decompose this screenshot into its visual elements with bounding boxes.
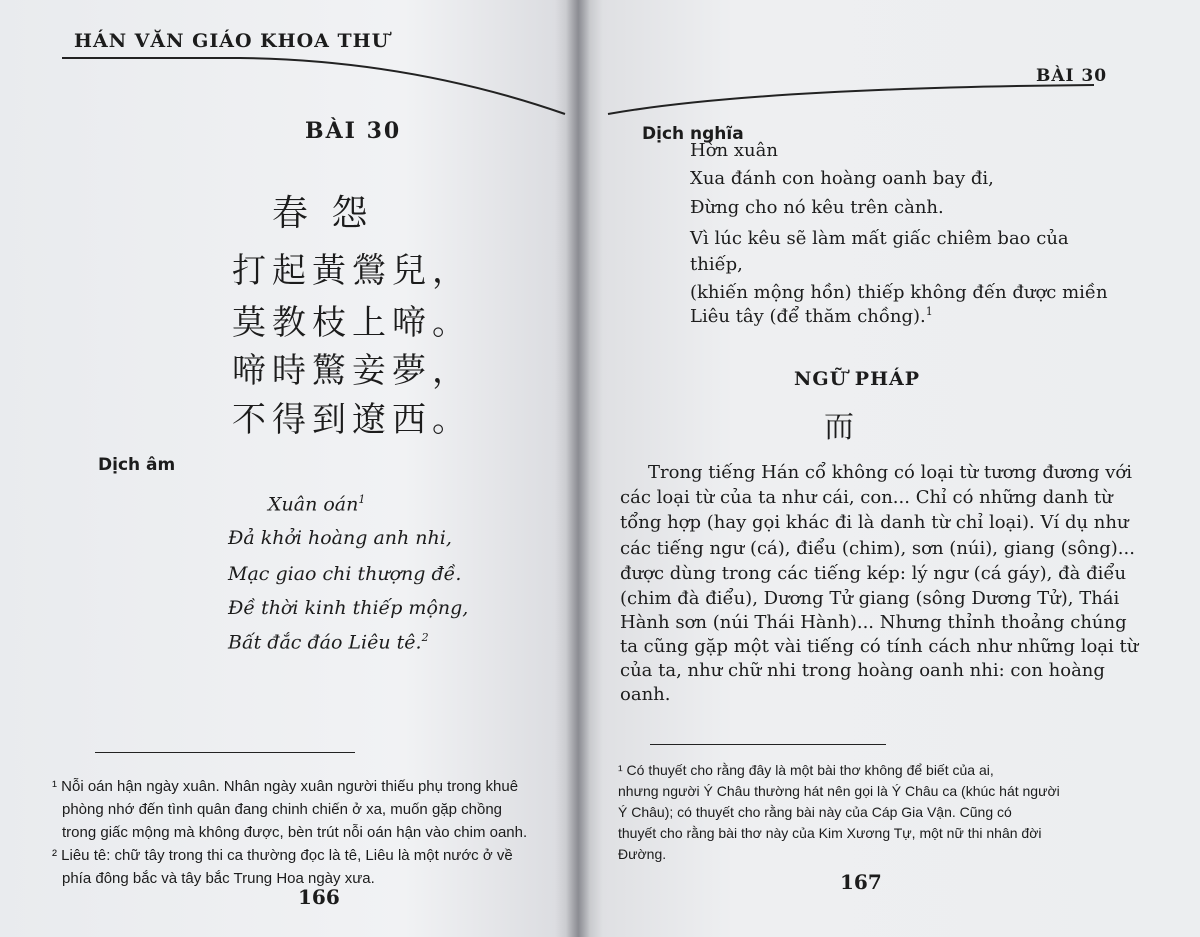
dich-nghia-line: Đừng cho nó kêu trên cành. xyxy=(690,197,944,218)
poem-cjk-line: 莫教枝上啼。 xyxy=(232,303,472,343)
dich-am-line: Mạc giao chi thượng đề. xyxy=(228,563,462,585)
footnote-line: ² Liêu tê: chữ tây trong thi ca thường đọc là tê, Liêu là một nước ở về xyxy=(52,847,513,864)
right-page xyxy=(578,0,1200,937)
grammar-paragraph-line: oanh. xyxy=(620,684,671,705)
dich-nghia-line: Liêu tây (để thăm chồng).$^1$ xyxy=(690,305,933,327)
footnote-line: Ý Châu); có thuyết cho rằng bài này của Cáp Gia Vận. Cũng có xyxy=(618,804,1012,820)
page-number-left: 166 xyxy=(298,885,340,909)
grammar-title: NGỮ PHÁP xyxy=(794,368,921,390)
poem-cjk-title: 春 怨 xyxy=(272,193,374,234)
header-rule-left xyxy=(60,52,570,122)
dich-nghia-line: Vì lúc kêu sẽ làm mất giấc chiêm bao của xyxy=(690,228,1069,249)
grammar-paragraph-line: được dùng trong các tiếng kép: lý ngư (cá gáy), đà điểu xyxy=(620,563,1127,584)
grammar-paragraph-line: của ta, như chữ nhi trong hoàng oanh nhi: con hoàng xyxy=(620,660,1105,681)
grammar-paragraph-line: Trong tiếng Hán cổ không có loại từ tương đương với xyxy=(648,462,1132,483)
poem-cjk-line: 啼時驚妾夢， xyxy=(232,351,472,391)
running-head-left: HÁN VĂN GIÁO KHOA THƯ xyxy=(74,30,390,52)
grammar-paragraph-line: Hành sơn (núi Thái Hành)... Nhưng thỉnh thoảng chúng xyxy=(620,612,1127,633)
footnote-line: trong giấc mộng mà không được, bèn trút nỗi oán hận vào chim oanh. xyxy=(62,824,528,841)
book-gutter xyxy=(566,0,590,937)
left-page xyxy=(0,0,578,937)
grammar-paragraph-line: các loại từ của ta như cái, con... Chỉ có những danh từ xyxy=(620,487,1113,508)
grammar-paragraph-line: tổng hợp (hay gọi khác đi là danh từ chỉ loại). Ví dụ như xyxy=(620,512,1129,533)
dich-nghia-line: Hờn xuân xyxy=(690,140,778,161)
dich-am-line: Đề thời kinh thiếp mộng, xyxy=(228,597,469,619)
dich-nghia-line: Xua đánh con hoàng oanh bay đi, xyxy=(690,168,994,189)
poem-cjk-line: 不得到遼西。 xyxy=(232,400,472,440)
grammar-paragraph-line: (chim đà điểu), Dương Tử giang (sông Dương Tử), Thái xyxy=(620,588,1120,609)
poem-cjk-line: 打起黃鶯兒， xyxy=(232,251,472,291)
grammar-character: 而 xyxy=(824,410,854,445)
dich-nghia-line: (khiến mộng hồn) thiếp không đến được miền xyxy=(690,282,1108,303)
footnote-line: ¹ Có thuyết cho rằng đây là một bài thơ không để biết của ai, xyxy=(618,762,994,778)
footnote-line: ¹ Nỗi oán hận ngày xuân. Nhân ngày xuân người thiếu phụ trong khuê xyxy=(52,778,519,795)
dich-nghia-line: thiếp, xyxy=(690,254,743,275)
grammar-paragraph-line: ta cũng gặp một vài tiếng có tính cách như những loại từ xyxy=(620,636,1139,657)
dich-nghia-label: Dịch nghĩa xyxy=(642,124,744,144)
footnote-line: nhưng người Ý Châu thường hát nên gọi là Ý Châu ca (khúc hát người xyxy=(618,783,1060,799)
dich-am-label: Dịch âm xyxy=(98,455,176,475)
dich-am-line: Đả khởi hoàng anh nhi, xyxy=(228,527,452,549)
footnote-rule-right xyxy=(650,744,886,745)
page-number-right: 167 xyxy=(840,870,882,894)
footnote-line: phòng nhớ đến tình quân đang chinh chiến ở xa, muốn gặp chồng xyxy=(62,801,503,818)
footnote-line: thuyết cho rằng bài thơ này của Kim Xương Tự, một nữ thi nhân đời xyxy=(618,825,1042,841)
footnote-rule-left xyxy=(95,752,355,753)
grammar-paragraph-line: các tiếng ngư (cá), điểu (chim), sơn (núi), giang (sông)... xyxy=(620,538,1135,559)
lesson-title: BÀI 30 xyxy=(305,118,402,144)
dich-am-title: Xuân oán$^1$ xyxy=(268,493,366,516)
dich-am-line: Bất đắc đáo Liêu tê.$^2$ xyxy=(228,631,429,654)
footnote-line: phía đông bắc và tây bắc Trung Hoa ngày xưa. xyxy=(62,870,375,887)
footnote-line: Đường. xyxy=(618,846,667,862)
running-head-right: BÀI 30 xyxy=(1036,66,1108,86)
header-rule-right xyxy=(606,80,1096,120)
